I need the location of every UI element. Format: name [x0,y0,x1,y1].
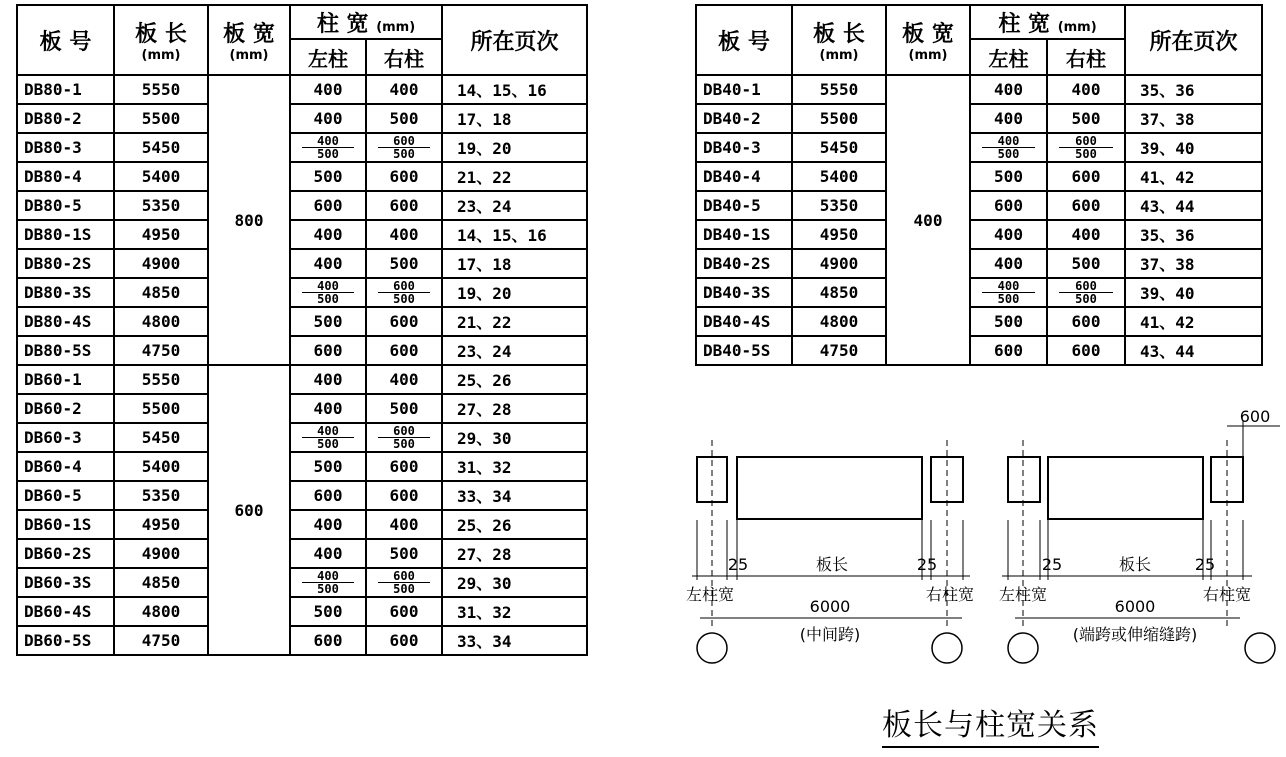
cell-pages: 17、18 [442,249,587,278]
cell-code: DB80-2S [17,249,114,278]
cell-length: 5550 [792,75,886,104]
cell-left-col: 600 [290,481,366,510]
cell-right-col: 600 [1047,191,1125,220]
table-row [17,365,587,394]
cell-right-col [366,133,442,162]
cell-length: 5500 [114,104,208,133]
cell-pages: 17、18 [442,104,587,133]
split-bottom-value: 500 [1075,292,1097,306]
cell-width: 800 [208,75,290,365]
cell-pages: 43、44 [1125,336,1262,365]
cell-left-col [970,278,1047,307]
cell-length: 4900 [114,539,208,568]
table-row [17,539,587,568]
cell-right-col: 400 [366,365,442,394]
header-left-col: 左柱 [970,39,1047,75]
cell-pages: 37、38 [1125,249,1262,278]
gap-right-25-end: 25 [1194,555,1216,574]
cell-right-col: 500 [1047,104,1125,133]
header-length: 板 长 (mm) [114,5,208,75]
cell-left-col: 400 [290,220,366,249]
header-pages: 所在页次 [442,5,587,75]
table-row [17,481,587,510]
cell-length: 4800 [114,597,208,626]
cell-length: 5350 [114,191,208,220]
right-slab-table [695,4,1263,366]
table-row [696,249,1262,278]
cell-length: 4750 [792,336,886,365]
gap-left-25: 25 [727,555,749,574]
cell-right-col [1047,133,1125,162]
right-col-width-label: 右柱宽 [925,585,975,604]
cell-left-col: 400 [290,510,366,539]
split-bottom-value: 500 [393,582,415,596]
cell-left-col: 500 [290,597,366,626]
header-right-col: 右柱 [366,39,442,75]
cell-pages: 23、24 [442,191,587,220]
cell-code: DB40-3 [696,133,792,162]
cell-pages: 29、30 [442,423,587,452]
table-row [696,75,1262,104]
split-top-value: 600 [378,570,430,583]
cell-length: 4800 [792,307,886,336]
cell-length: 4850 [114,278,208,307]
cell-right-col [1047,278,1125,307]
split-bottom-value: 500 [317,292,339,306]
cell-length: 5400 [792,162,886,191]
middle-span-label: (中间跨) [799,625,861,644]
cell-code: DB80-4 [17,162,114,191]
cell-code: DB60-3S [17,568,114,597]
split-bottom-value: 500 [1075,147,1097,161]
table-row [17,597,587,626]
cell-left-col: 600 [290,626,366,655]
table-row [17,423,587,452]
cell-pages: 23、24 [442,336,587,365]
cell-right-col: 600 [366,597,442,626]
slab-rect [1048,457,1203,519]
end-span-label: (端跨或伸缩缝跨) [1072,625,1198,644]
cell-right-col [366,568,442,597]
cell-pages: 21、22 [442,162,587,191]
cell-length: 4850 [792,278,886,307]
cell-pages: 29、30 [442,568,587,597]
cell-right-col [366,423,442,452]
table-row [17,133,587,162]
cell-length: 5550 [114,365,208,394]
cell-length: 4950 [792,220,886,249]
cell-code: DB60-4 [17,452,114,481]
cell-code: DB40-4S [696,307,792,336]
split-top-value: 600 [378,280,430,293]
table-row [696,191,1262,220]
cell-left-col: 400 [290,249,366,278]
cell-length: 5500 [114,394,208,423]
table-row [696,278,1262,307]
cell-left-col: 500 [970,162,1047,191]
cell-left-col: 600 [970,191,1047,220]
cell-code: DB80-5 [17,191,114,220]
header-width: 板 宽 (mm) [208,5,290,75]
cell-length: 5350 [792,191,886,220]
split-top-value: 600 [1059,280,1112,293]
span-6000: 6000 [809,597,851,616]
cell-length: 5450 [114,423,208,452]
cell-right-col: 500 [366,104,442,133]
header-left-col: 左柱 [290,39,366,75]
table-row [17,278,587,307]
table-row [17,220,587,249]
cell-length: 4750 [114,336,208,365]
cell-right-col: 600 [366,481,442,510]
cell-pages: 43、44 [1125,191,1262,220]
cell-left-col: 400 [290,75,366,104]
cell-length: 5450 [114,133,208,162]
table-row [17,452,587,481]
header-pages: 所在页次 [1125,5,1262,75]
table-row [17,307,587,336]
cell-left-col: 600 [970,336,1047,365]
cell-pages: 14、15、16 [442,220,587,249]
cell-code: DB40-5 [696,191,792,220]
table-row [17,626,587,655]
cell-left-col: 500 [290,162,366,191]
cell-pages: 31、32 [442,597,587,626]
split-top-value: 400 [302,425,354,438]
cell-code: DB60-5S [17,626,114,655]
cell-left-col [970,133,1047,162]
header-length: 板 长 (mm) [792,5,886,75]
slab-column-diagram [680,400,1280,670]
table-row [17,191,587,220]
cell-code: DB40-5S [696,336,792,365]
cell-width: 600 [208,365,290,655]
cell-code: DB60-3 [17,423,114,452]
cell-code: DB80-5S [17,336,114,365]
cell-right-col: 600 [1047,336,1125,365]
table-row [696,162,1262,191]
cell-right-col: 600 [366,336,442,365]
cell-left-col: 600 [290,191,366,220]
cell-pages: 35、36 [1125,220,1262,249]
cell-length: 5350 [114,481,208,510]
cell-left-col: 400 [290,365,366,394]
cell-left-col [290,278,366,307]
cell-left-col: 600 [290,336,366,365]
cell-right-col: 500 [366,394,442,423]
table-row [17,510,587,539]
cell-left-col: 400 [290,539,366,568]
cell-pages: 31、32 [442,452,587,481]
cell-length: 5400 [114,162,208,191]
split-bottom-value: 500 [317,437,339,451]
cell-pages: 39、40 [1125,133,1262,162]
table-row [17,249,587,278]
table-row [17,75,587,104]
cell-length: 4750 [114,626,208,655]
cell-pages: 19、20 [442,133,587,162]
cell-right-col: 500 [366,539,442,568]
cell-left-col: 500 [290,307,366,336]
header-code: 板 号 [696,5,792,75]
split-top-value: 400 [982,280,1035,293]
cell-pages: 14、15、16 [442,75,587,104]
left-slab-table [16,4,588,656]
cell-left-col: 400 [970,220,1047,249]
cell-right-col: 600 [1047,307,1125,336]
split-top-value: 400 [302,135,354,148]
cell-pages: 19、20 [442,278,587,307]
table-row [696,220,1262,249]
cell-left-col: 500 [290,452,366,481]
cell-right-col: 600 [1047,162,1125,191]
table-row [17,568,587,597]
cell-right-col: 600 [366,626,442,655]
cell-pages: 25、26 [442,510,587,539]
table-row [17,104,587,133]
cell-length: 4800 [114,307,208,336]
cell-length: 4900 [792,249,886,278]
header-col-width: 柱 宽 (mm) [290,5,442,39]
right-col-width-label-end: 右柱宽 [1202,585,1252,604]
header-code: 板 号 [17,5,114,75]
left-col-width-label: 左柱宽 [685,585,735,604]
split-bottom-value: 500 [317,147,339,161]
cell-code: DB60-4S [17,597,114,626]
top-dim-600: 600 [1239,407,1271,426]
cell-code: DB40-3S [696,278,792,307]
table-row [696,307,1262,336]
split-bottom-value: 500 [393,147,415,161]
cell-right-col: 600 [366,307,442,336]
cell-code: DB40-1S [696,220,792,249]
axis-circle [697,633,727,663]
cell-left-col: 400 [970,75,1047,104]
gap-right-25: 25 [916,555,938,574]
cell-code: DB60-2S [17,539,114,568]
cell-pages: 27、28 [442,539,587,568]
split-bottom-value: 500 [317,582,339,596]
cell-code: DB40-4 [696,162,792,191]
cell-left-col: 400 [970,104,1047,133]
cell-code: DB80-3 [17,133,114,162]
table-row [696,336,1262,365]
table-row [17,336,587,365]
cell-length: 5450 [792,133,886,162]
cell-length: 4950 [114,510,208,539]
cell-left-col [290,568,366,597]
cell-code: DB40-2S [696,249,792,278]
cell-pages: 27、28 [442,394,587,423]
axis-circle [932,633,962,663]
split-top-value: 600 [1059,135,1112,148]
cell-code: DB80-2 [17,104,114,133]
cell-right-col: 500 [1047,249,1125,278]
cell-left-col: 400 [290,394,366,423]
slab-length-label: 板长 [815,555,849,574]
table-row [17,394,587,423]
cell-code: DB80-3S [17,278,114,307]
cell-length: 5500 [792,104,886,133]
cell-code: DB60-1S [17,510,114,539]
cell-left-col [290,133,366,162]
cell-pages: 41、42 [1125,162,1262,191]
axis-circle [1245,633,1275,663]
cell-right-col: 400 [1047,75,1125,104]
slab-rect [737,457,922,519]
cell-right-col [366,278,442,307]
cell-code: DB60-2 [17,394,114,423]
cell-pages: 21、22 [442,307,587,336]
cell-length: 4850 [114,568,208,597]
split-top-value: 400 [982,135,1035,148]
split-top-value: 600 [378,425,430,438]
split-bottom-value: 500 [997,147,1020,161]
cell-code: DB80-1S [17,220,114,249]
cell-width: 400 [886,75,970,365]
cell-right-col: 400 [366,75,442,104]
cell-left-col: 500 [970,307,1047,336]
cell-right-col: 600 [366,191,442,220]
cell-right-col: 400 [1047,220,1125,249]
cell-code: DB80-1 [17,75,114,104]
split-top-value: 400 [302,570,354,583]
cell-pages: 33、34 [442,481,587,510]
split-top-value: 400 [302,280,354,293]
cell-left-col [290,423,366,452]
split-bottom-value: 500 [393,292,415,306]
cell-left-col: 400 [290,104,366,133]
cell-pages: 39、40 [1125,278,1262,307]
cell-length: 4900 [114,249,208,278]
cell-code: DB40-1 [696,75,792,104]
cell-code: DB60-1 [17,365,114,394]
cell-length: 5400 [114,452,208,481]
cell-left-col: 400 [970,249,1047,278]
table-row [17,162,587,191]
cell-right-col: 600 [366,162,442,191]
cell-right-col: 400 [366,220,442,249]
left-col-width-label-end: 左柱宽 [998,585,1048,604]
split-bottom-value: 500 [393,437,415,451]
cell-length: 5550 [114,75,208,104]
cell-length: 4950 [114,220,208,249]
header-width: 板 宽 (mm) [886,5,970,75]
table-row [696,133,1262,162]
axis-circle [1008,633,1038,663]
cell-pages: 35、36 [1125,75,1262,104]
diagram-caption: 板长与柱宽关系 [882,700,1099,748]
cell-pages: 25、26 [442,365,587,394]
slab-length-label-end: 板长 [1118,555,1152,574]
cell-code: DB40-2 [696,104,792,133]
split-top-value: 600 [378,135,430,148]
span-6000-end: 6000 [1114,597,1156,616]
cell-right-col: 500 [366,249,442,278]
split-bottom-value: 500 [997,292,1020,306]
cell-right-col: 600 [366,452,442,481]
cell-pages: 37、38 [1125,104,1262,133]
cell-code: DB80-4S [17,307,114,336]
header-col-width: 柱 宽 (mm) [970,5,1125,39]
cell-pages: 41、42 [1125,307,1262,336]
header-right-col: 右柱 [1047,39,1125,75]
cell-code: DB60-5 [17,481,114,510]
cell-pages: 33、34 [442,626,587,655]
gap-left-25-end: 25 [1041,555,1063,574]
table-row [696,104,1262,133]
left-column-rect [1008,457,1040,502]
cell-right-col: 400 [366,510,442,539]
